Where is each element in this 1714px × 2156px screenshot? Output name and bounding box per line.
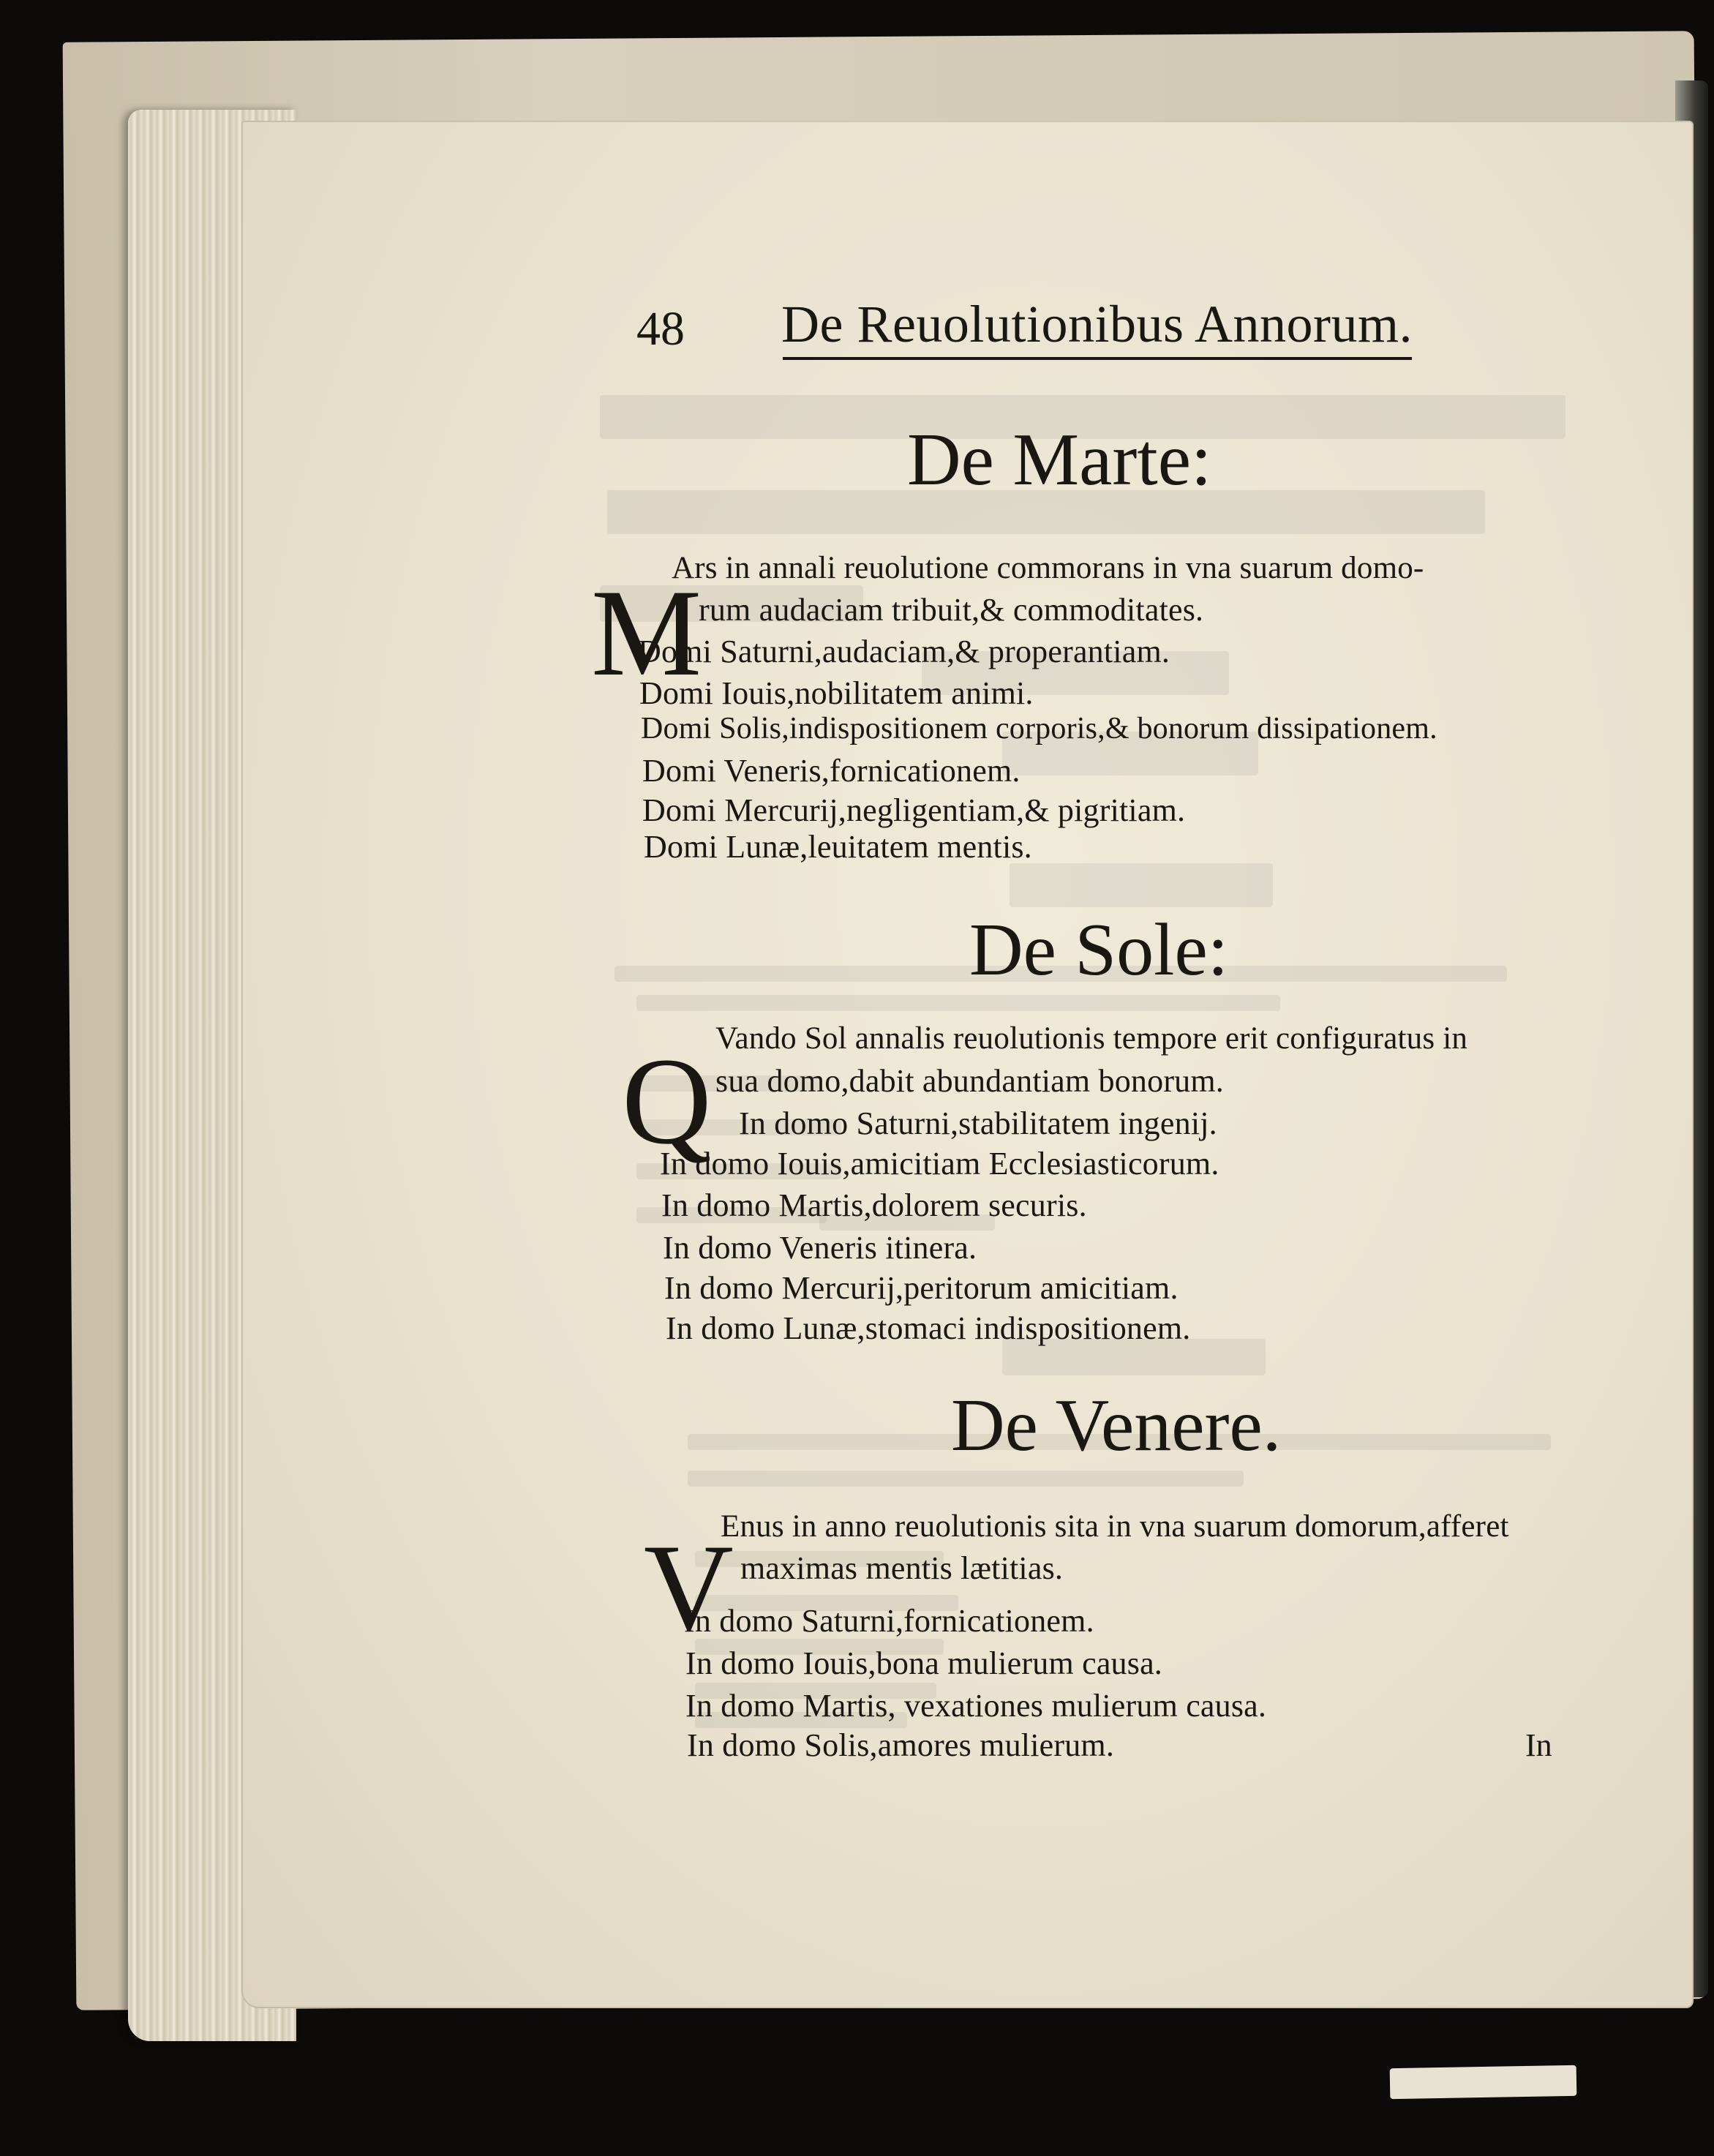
venere-line-5: In domo Martis, vexationes mulierum causa. <box>685 1688 1267 1724</box>
sole-line-3: In domo Saturni,stabilitatem ingenij. <box>739 1105 1217 1141</box>
page-number: 48 <box>636 302 685 356</box>
sole-line-1: Vando Sol annalis reuolutionis tempore erit configuratus in <box>715 1021 1468 1056</box>
marte-line-2: rum audaciam tribuit,& commoditates. <box>699 592 1204 628</box>
sole-line-2: sua domo,dabit abundantiam bonorum. <box>715 1063 1224 1099</box>
catchword: In <box>1525 1727 1552 1763</box>
venere-line-1: Enus in anno reuolutionis sita in vna suarum domorum,afferet <box>721 1509 1509 1544</box>
paper-slip <box>1390 2065 1577 2099</box>
dropcap-q: Q <box>622 1032 712 1170</box>
venere-line-6: In domo Solis,amores mulierum. <box>687 1727 1115 1763</box>
section-title-venere: De Venere. <box>951 1384 1282 1467</box>
running-title: De Reuolutionibus Annorum. <box>781 295 1413 353</box>
marte-line-4: Domi Iouis,nobilitatem animi. <box>639 675 1034 711</box>
marte-line-6: Domi Veneris,fornicationem. <box>642 753 1020 789</box>
marte-line-7: Domi Mercurij,negligentiam,& pigritiam. <box>642 792 1186 828</box>
sole-line-7: In domo Mercurij,peritorum amicitiam. <box>664 1270 1179 1306</box>
marte-line-3: Domi Saturni,audaciam,& properantiam. <box>638 634 1170 669</box>
section-title-sole: De Sole: <box>969 909 1229 991</box>
sole-line-5: In domo Martis,dolorem securis. <box>661 1187 1087 1223</box>
sole-line-4: In domo Iouis,amicitiam Ecclesiasticorum. <box>660 1146 1219 1182</box>
venere-line-4: In domo Iouis,bona mulierum causa. <box>685 1645 1162 1681</box>
marte-line-8: Domi Lunæ,leuitatem mentis. <box>644 829 1032 865</box>
venere-line-3: In domo Saturni,fornicationem. <box>684 1603 1094 1639</box>
sole-line-6: In domo Veneris itinera. <box>663 1230 977 1266</box>
marte-line-1: Ars in annali reuolutione commorans in vna suarum domo- <box>672 551 1424 585</box>
dropcap-m: M <box>591 564 702 702</box>
dropcap-v: V <box>644 1519 734 1656</box>
marte-line-5: Domi Solis,indispositionem corporis,& bonorum dissipationem. <box>641 712 1437 745</box>
header-rule <box>783 357 1412 360</box>
venere-line-2: maximas mentis lætitias. <box>740 1550 1064 1586</box>
section-title-marte: De Marte: <box>907 418 1212 501</box>
sole-line-8: In domo Lunæ,stomaci indispositionem. <box>666 1310 1191 1346</box>
